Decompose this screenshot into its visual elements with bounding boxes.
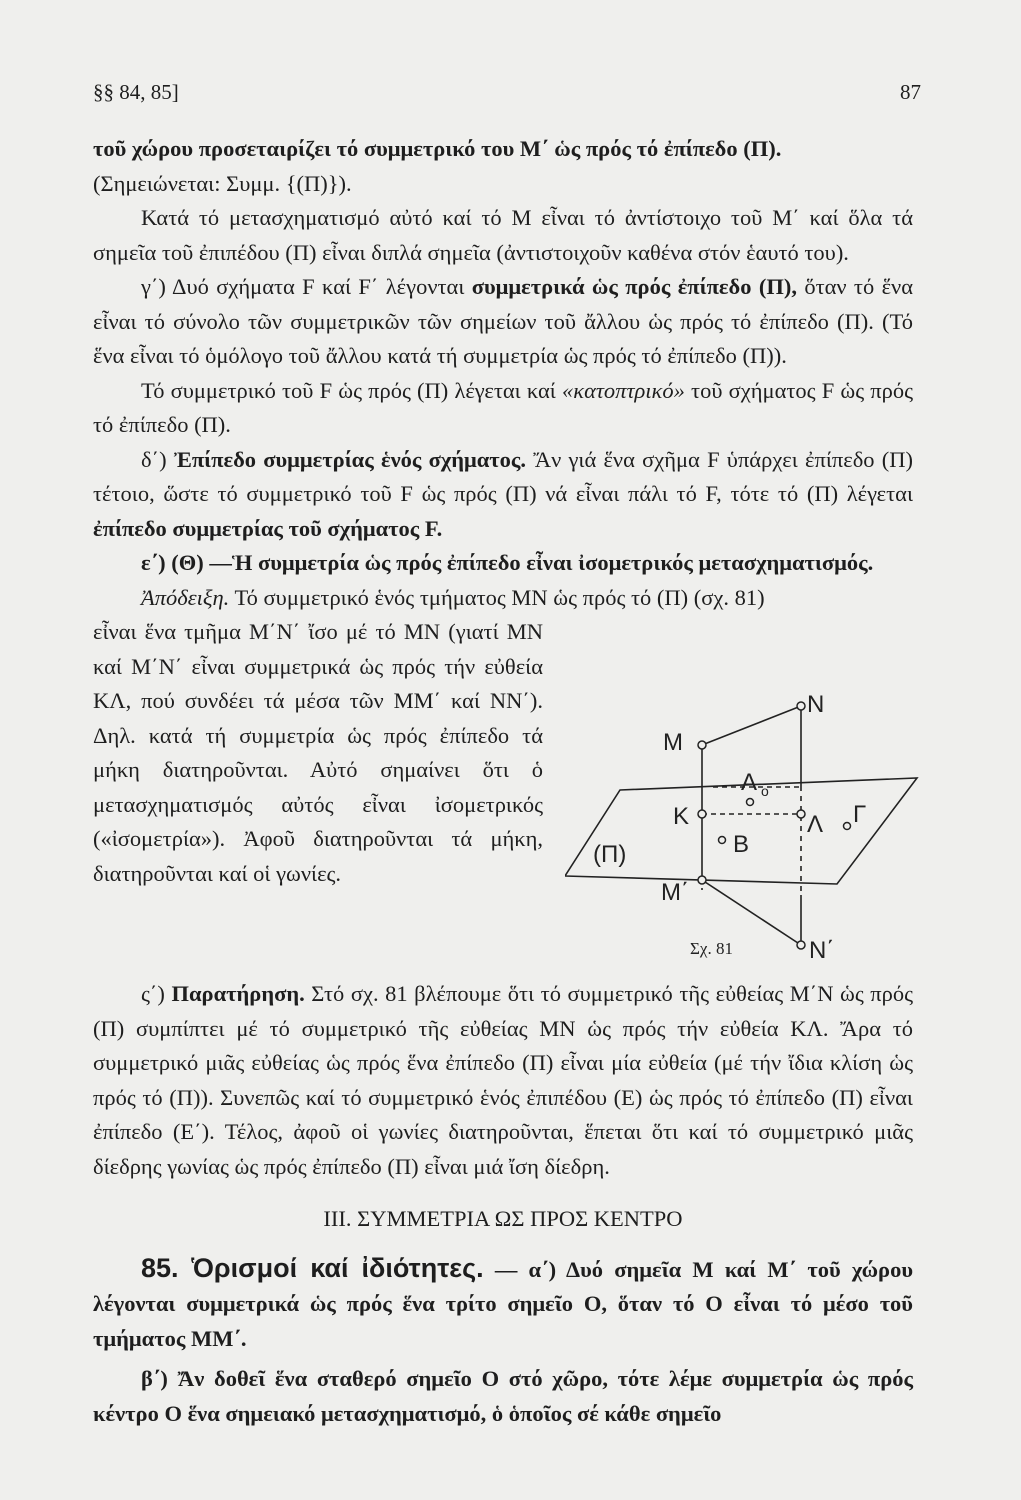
p8-a: ς΄) (141, 981, 165, 1006)
label-N1: N΄ (809, 937, 835, 964)
p3-a: γ΄) Δυό σχήματα F καί F΄ λέγονται (141, 274, 465, 299)
p7-b: Τό συμμετρικό ἑνός τμήματος ΜΝ ὡς πρός τό (Π) (σχ. 81) (234, 584, 765, 610)
paragraph-6-theorem: ε΄) (Θ) —Ἡ συμμετρία ὡς πρός ἐπίπεδο εἶναι ἰσομετρικός μετασχηματισμός. (141, 550, 874, 575)
paragraph-7-proof-start (93, 581, 913, 616)
p5-a: δ΄) (141, 446, 167, 472)
p5-d: ἐπίπεδο συμμετρίας τοῦ σχήματος F. (93, 515, 443, 541)
label-G: Γ (853, 801, 867, 828)
page-number: 87 (900, 80, 921, 104)
paragraph-4 (93, 374, 913, 443)
paragraph-9-definition (93, 1251, 913, 1357)
paragraph-8-remark (93, 977, 913, 1184)
paragraph-10: β΄) Ἄν δοθεῖ ἕνα σταθερό σημεῖο Ο στό χῶρο, τότε λέμε συμμετρία ὡς πρός κέντρο Ο ἕνα σημειακό μετασχηματισμό, ὁ ὁποῖος σέ κάθε σημεῖο (93, 1366, 913, 1426)
p4-b: «κατοπτρικό» (562, 377, 685, 403)
p7-a: Ἀπόδειξη. (141, 584, 230, 610)
p4-a: Τό συμμετρικό τοῦ F ὡς πρός (Π) λέγεται καί (141, 377, 556, 403)
p4-c: τοῦ σχήματος F ὡς πρός τό ἐπίπεδο (Π). (93, 377, 914, 437)
label-B: B (733, 831, 750, 858)
label-L: Λ (807, 811, 824, 838)
figure-81 (565, 690, 925, 975)
p8-b: Παρατήρηση. (171, 981, 305, 1006)
section-heading: III. ΣΥΜΜΕΤΡΙΑ ΩΣ ΠΡΟΣ ΚΕΝΤΡΟ (323, 1206, 683, 1231)
segment-m1n1 (702, 880, 801, 945)
p3-b: συμμετρικά ὡς πρός ἐπίπεδο (Π), (471, 274, 797, 299)
label-A0: A (741, 769, 758, 796)
paragraph-7-proof-wrapped: εἶναι ἕνα τμῆμα Μ΄Ν΄ ἴσο μέ τό ΜΝ (γιατί ΜΝ καί Μ΄Ν΄ εἶναι συμμετρικά ὡς πρός τήν εὐθεία ΚΛ, πού συνδέει τά μέσα τῶν ΜΜ΄ καί ΝΝ΄). Δηλ. κατά τή συμμετρία ὡς πρός ἐπίπεδο τά μήκη διατηροῦνται. Αὐτό σημαίνει ὅτι ὁ μετασχηματισμός αὐτός εἶναι ἰσομετρικός («ἰσομετρία»). Ἀφοῦ διατηροῦνται τά μήκη, διατηροῦνται καί οἱ γωνίες. (93, 619, 543, 886)
label-K: K (673, 803, 690, 830)
figure-caption: Σχ. 81 (690, 939, 733, 958)
body-text-bottom (93, 977, 913, 1431)
paragraph-2: Κατά τό μετασχηματισμό αὐτό καί τό Μ εἶναι τό ἀντίστοιχο τοῦ Μ΄ καί ὅλα τά σημεῖα τοῦ ἐπιπέδου (Π) εἶναι διπλά σημεῖα (ἀντιστοιχοῦν καθένα στόν ἑαυτό του). (93, 205, 913, 265)
p3-c: ὅταν τό ἕνα εἶναι τό σύνολο τῶν συμμετρικῶν τῶν σημείων τοῦ ἄλλου ὡς πρός τό ἐπίπεδο (Π). (Τό ἕνα εἶναι τό ὁμόλογο τοῦ ἄλλου κατά τή συμμετρία ὡς πρός τό ἐπίπεδο (Π)). (93, 274, 913, 368)
p1-bold: τοῦ χώρου προσεταιρίζει τό συμμετρικό του Μ΄ ὡς πρός τό ἐπίπεδο (Π). (93, 136, 782, 161)
p8-c: Στό σχ. 81 βλέπουμε ὅτι τό συμμετρικό τῆς εὐθείας Μ΄Ν ὡς πρός (Π) συμπίπτει μέ τό συμμετρικό τῆς εὐθείας ΜΝ ὡς πρός τήν εὐθεία ΚΛ. Ἄρα τό συμμετρικό μιᾶς εὐθείας ὡς πρός ἕνα ἐπίπεδο (Π) εἶναι μία εὐθεία (μέ τήν ἴδια κλίση ὡς πρός τό (Π)). Συνεπῶς καί τό συμμετρικό ἑνός ἐπιπέδου (Ε) ὡς πρός τό ἐπίπεδο (Π) εἶναι ἐπίπεδο (Ε΄). Τέλος, ἀφοῦ οἱ γωνίες διατηροῦνται, ἕπεται ὅτι καί τό συμμετρικό μιᾶς δίεδρης γωνίας ὡς πρός ἐπίπεδο (Π) εἶναι μιά ἴση δίεδρη. (93, 981, 914, 1179)
paragraph-1 (93, 132, 913, 201)
p9-rest: — α΄) Δυό σημεῖα Μ καί Μ΄ τοῦ χώρου λέγονται συμμετρικά ὡς πρός ἕνα τρίτο σημεῖο Ο, ὅταν τό Ο εἶναι τό μέσο τοῦ τμήματος ΜΜ΄. (93, 1256, 913, 1351)
section-85-title: 85. Ὁρισμοί καί ἰδιότητες. (141, 1252, 484, 1283)
p5-c: Ἄν γιά ἕνα σχῆμα F ὑπάρχει ἐπίπεδο (Π) τέτοιο, ὥστε τό συμμετρικό τοῦ F ὡς πρός (Π) νά εἶναι πάλι τό F, τότε τό (Π) λέγεται (93, 446, 914, 506)
p5-b: Ἐπίπεδο συμμετρίας ἑνός σχήματος. (173, 446, 527, 472)
label-P: (Π) (593, 841, 627, 868)
label-M1: M΄ (661, 879, 689, 906)
p1-rest: (Σημειώνεται: Συμμ. {(Π)}). (93, 170, 352, 196)
running-header-sections: §§ 84, 85] (93, 80, 179, 104)
label-N: N (807, 691, 825, 718)
paragraph-3 (93, 270, 913, 374)
label-M: M (663, 729, 683, 756)
label-A0-sub: o (761, 783, 769, 799)
segment-mn (702, 706, 801, 745)
paragraph-5 (93, 443, 913, 547)
